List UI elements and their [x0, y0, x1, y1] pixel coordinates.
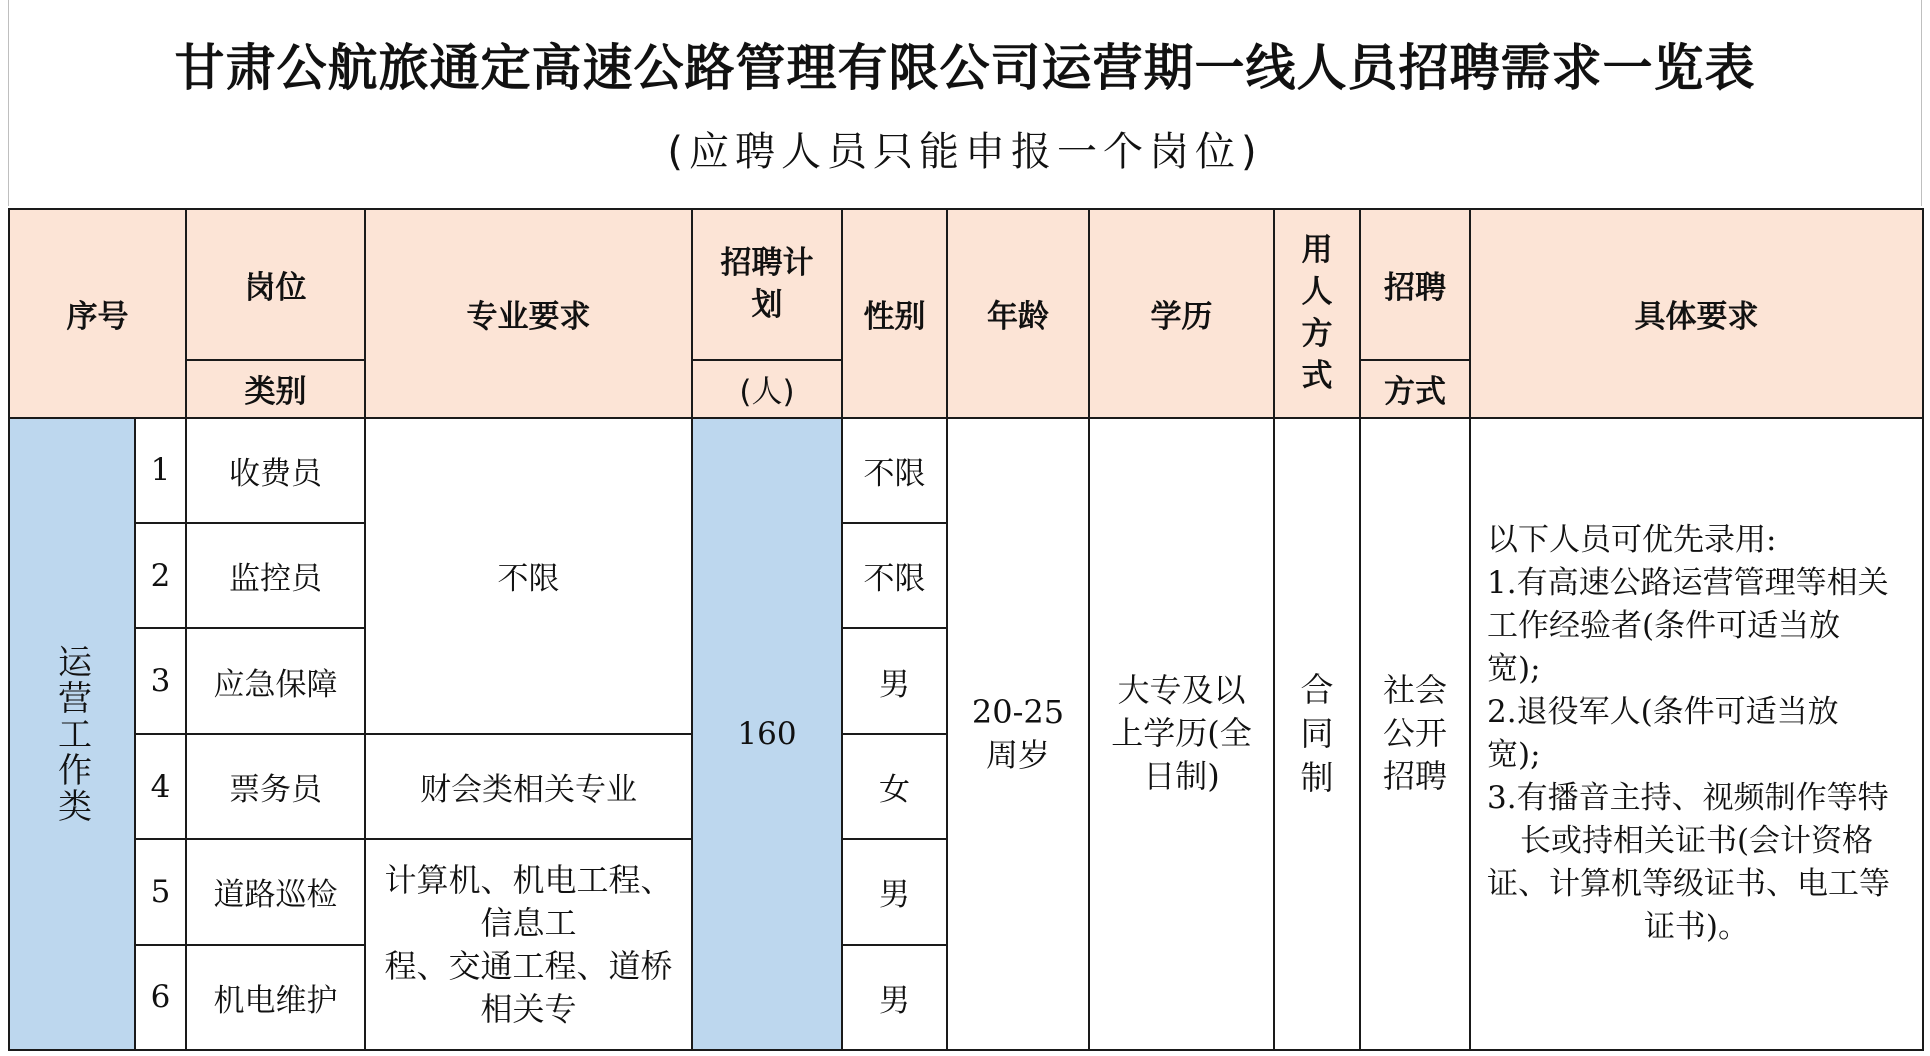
- header-education: 学历: [1089, 209, 1274, 418]
- gender-value: 男: [842, 839, 947, 944]
- header-plan: [692, 209, 842, 360]
- header-seq: 序号: [9, 209, 186, 418]
- header-requirements: 具体要求: [1470, 209, 1923, 418]
- requirement-line: 证、计算机等级证书、电工等: [1487, 865, 1890, 902]
- employment-char: 制: [1300, 757, 1334, 797]
- education-line: 日制): [1143, 757, 1220, 796]
- row-number: 1: [135, 418, 186, 523]
- major-requirement: 不限: [365, 418, 692, 734]
- education-cell: [1089, 418, 1274, 1050]
- header-post: 岗位: [186, 209, 365, 360]
- gender-value: 不限: [842, 418, 947, 523]
- header-method: 招聘: [1360, 209, 1470, 360]
- gender-value: 女: [842, 734, 947, 839]
- header-employment-char: 式: [1301, 358, 1333, 395]
- major-requirement: [365, 839, 692, 1050]
- requirement-line: 证书)。: [1643, 908, 1750, 945]
- requirement-line: 工作经验者(条件可适当放: [1487, 607, 1841, 644]
- major-line: 相关专: [480, 989, 577, 1028]
- header-plan-label: 招聘计划: [720, 245, 814, 324]
- employment-char: 合: [1300, 669, 1334, 709]
- post-name: 收费员: [186, 418, 365, 523]
- gender-value: 不限: [842, 523, 947, 628]
- method-cell: [1360, 418, 1470, 1050]
- recruitment-table: [8, 208, 1924, 1051]
- header-employment-char: 人: [1301, 274, 1333, 311]
- row-number: 5: [135, 839, 186, 944]
- requirement-line: 1.有高速公路运营管理等相关: [1487, 564, 1889, 601]
- major-line: 计算机、机电工程、: [384, 860, 673, 899]
- employment-char: 同: [1300, 713, 1334, 753]
- gender-value: 男: [842, 945, 947, 1050]
- age-cell: [947, 418, 1089, 1050]
- requirement-line: 宽);: [1487, 736, 1541, 773]
- age-unit: 周岁: [985, 735, 1050, 774]
- major-requirement: 财会类相关专业: [365, 734, 692, 839]
- requirement-line: 长或持相关证书(会计资格: [1519, 822, 1874, 859]
- major-line: 信息工: [480, 903, 577, 942]
- row-number: 4: [135, 734, 186, 839]
- header-row-top: [9, 209, 1923, 360]
- education-line: 大专及以: [1117, 671, 1246, 710]
- header-major: 专业要求: [365, 209, 692, 418]
- header-plan-unit: (人): [692, 360, 842, 418]
- header-employment: [1274, 209, 1360, 418]
- major-line: 程、交通工程、道桥: [384, 946, 673, 985]
- page-subtitle: (应聘人员只能申报一个岗位): [667, 129, 1263, 175]
- requirement-line: 3.有播音主持、视频制作等特: [1487, 779, 1889, 816]
- header-post-category: 类别: [186, 360, 365, 418]
- gender-value: 男: [842, 628, 947, 733]
- post-name: 票务员: [186, 734, 365, 839]
- requirement-line: 2.退役军人(条件可适当放: [1487, 693, 1839, 730]
- requirement-line: 宽);: [1487, 650, 1541, 687]
- header-age: 年龄: [947, 209, 1089, 418]
- header-gender: 性别: [842, 209, 947, 418]
- method-line: 公开: [1382, 714, 1447, 753]
- plan-count: 160: [692, 418, 842, 1050]
- education-line: 上学历(全: [1111, 714, 1252, 753]
- category-label: 运营工作类: [51, 643, 92, 824]
- table-row: [9, 418, 1923, 523]
- row-number: 2: [135, 523, 186, 628]
- employment-cell: [1274, 418, 1360, 1050]
- method-line: 招聘: [1382, 757, 1447, 796]
- row-number: 3: [135, 628, 186, 733]
- specific-requirements: [1470, 418, 1923, 1050]
- method-line: 社会: [1382, 671, 1447, 710]
- header-employment-char: 方: [1301, 316, 1333, 353]
- row-number: 6: [135, 945, 186, 1050]
- post-name: 监控员: [186, 523, 365, 628]
- post-name: 应急保障: [186, 628, 365, 733]
- requirement-line: 以下人员可优先录用:: [1487, 521, 1777, 558]
- category-cell: [9, 418, 135, 1050]
- header-method-sub: 方式: [1360, 360, 1470, 418]
- page-title: 甘肃公航旅通定高速公路管理有限公司运营期一线人员招聘需求一览表: [174, 39, 1756, 97]
- post-name: 机电维护: [186, 945, 365, 1050]
- header-employment-char: 用: [1301, 232, 1333, 269]
- post-name: 道路巡检: [186, 839, 365, 944]
- age-range: 20-25: [971, 692, 1065, 731]
